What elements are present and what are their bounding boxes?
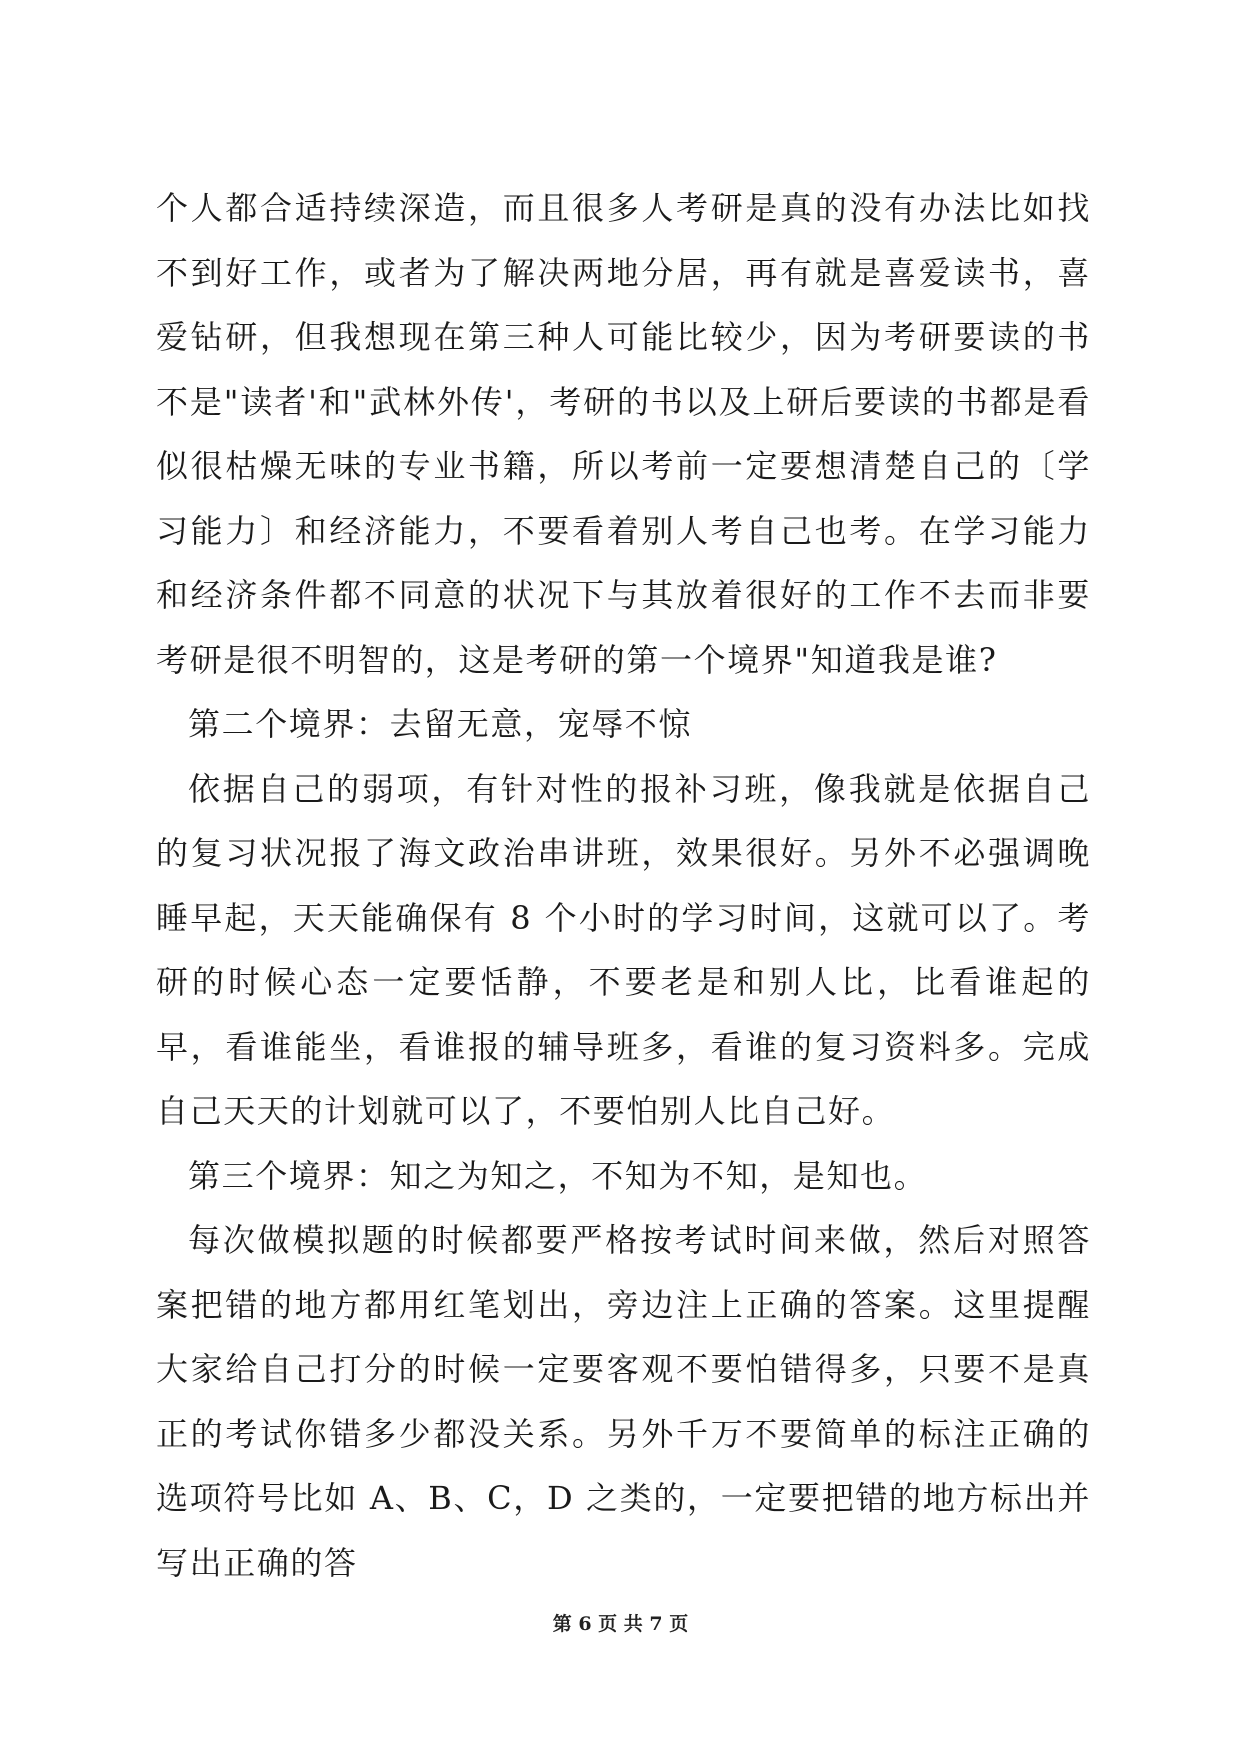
section-heading-third-realm: 第三个境界：知之为知之，不知为不知，是知也。 [188, 1156, 928, 1195]
paragraph-second-realm: 依据自己的弱项，有针对性的报补习班，像我就是依据自己的复习状况报了海文政治串讲班，效果很好。另外不必强调晚睡早起，天天能确保有 8 个小时的学习时间，这就可以了。考研的时候心态一定要恬静，不要老是和别人比，比看谁起的早，看谁能坐，看谁报的辅导班多，看谁的复习资料多。完成自己天天的计划就可以了，不要怕别人比自己好。 [156, 769, 1091, 1130]
paragraph-continued: 个人都合适持续深造，而且很多人考研是真的没有办法比如找不到好工作，或者为了解决两地分居，再有就是喜爱读书，喜爱钻研，但我想现在第三种人可能比较少，因为考研要读的书不是"读者'和"武林外传'，考研的书以及上研后要读的书都是看似很枯燥无味的专业书籍，所以考前一定要想清楚自己的〔学习能力〕和经济能力，不要看着别人考自己也考。在学习能力和经济条件都不同意的状况下与其放着很好的工作不去而非要考研是很不明智的，这是考研的第一个境界"知道我是谁? [156, 189, 1091, 679]
page-body [156, 176, 1091, 1595]
section-heading-second-realm: 第二个境界：去留无意，宠辱不惊 [188, 705, 693, 743]
paragraph-third-realm: 每次做模拟题的时候都要严格按考试时间来做，然后对照答案把错的地方都用红笔划出，旁边注上正确的答案。这里提醒大家给自己打分的时候一定要客观不要怕错得多，只要不是真正的考试你错多少都没关系。另外千万不要简单的标注正确的选项符号比如 A、B、C，D 之类的，一定要把错的地方标出并写出正确的答 [156, 1221, 1091, 1582]
page-number-footer: 第 6 页 共 7 页 [552, 1613, 689, 1635]
